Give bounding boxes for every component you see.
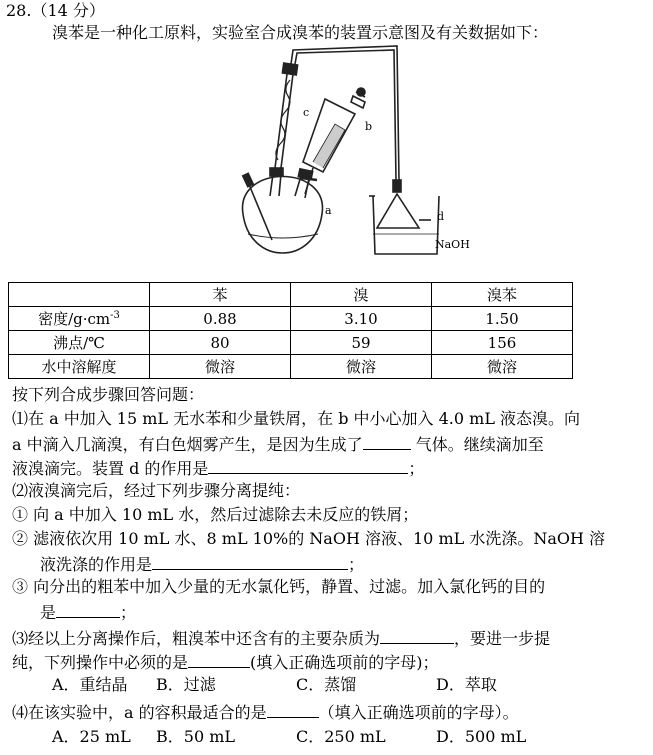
q2-step2: ② 滤液依次用 10 mL 水、8 mL 10%的 NaOH 溶液、10 mL 水洗涤。NaOH 溶 — [12, 529, 606, 548]
prompt-text: 按下列合成步骤回答问题： — [12, 385, 205, 404]
table-cell: 微溶 — [432, 355, 573, 379]
table-header-cell — [9, 283, 150, 307]
table-header-cell: 苯 — [150, 283, 291, 307]
table-cell: 1.50 — [432, 307, 573, 331]
question-header — [6, 0, 105, 22]
apparatus-diagram — [215, 44, 485, 266]
q2-intro: ⑵液溴滴完后，经过下列步骤分离提纯： — [12, 481, 301, 500]
label-naoh: NaOH — [435, 238, 470, 251]
table-header-cell: 溴 — [291, 283, 432, 307]
option-b[interactable]: B．50 mL — [156, 727, 236, 746]
table-header-row — [9, 283, 573, 307]
answer-blank[interactable] — [152, 552, 348, 570]
q1-line2: a 中滴入几滴溴，有白色烟雾产生，是因为生成了 气体。继续滴加至 — [12, 432, 544, 456]
table-cell: 微溶 — [291, 355, 432, 379]
table-cell: 80 — [150, 331, 291, 355]
table-cell: 微溶 — [150, 355, 291, 379]
option-d[interactable]: D．500 mL — [436, 727, 527, 746]
q4-options — [52, 726, 526, 748]
option-c[interactable]: C．蒸馏 — [296, 675, 357, 694]
q3-options — [52, 674, 497, 696]
option-c[interactable]: C．250 mL — [296, 727, 386, 746]
q3-line2: 纯，下列操作中必须的是 (填入正确选项前的字母)； — [12, 650, 439, 674]
table-row — [9, 307, 573, 331]
label-b: b — [365, 120, 373, 133]
table-row — [9, 331, 573, 355]
table-cell: 3.10 — [291, 307, 432, 331]
answer-blank[interactable] — [380, 626, 454, 644]
answer-blank[interactable] — [56, 600, 120, 618]
option-d[interactable]: D．萃取 — [436, 675, 497, 694]
q2-step3: ③ 向分出的粗苯中加入少量的无水氯化钙，静置、过滤。加入氯化钙的目的 — [12, 577, 546, 596]
q1-line3: 液溴滴完。装置 d 的作用是 ； — [12, 456, 424, 480]
answer-blank[interactable] — [208, 456, 408, 474]
question-score: （14 分） — [31, 1, 105, 20]
table-cell: 0.88 — [150, 307, 291, 331]
table-row — [9, 355, 573, 379]
option-a[interactable]: A．重结晶 — [52, 675, 128, 694]
q2-step1: ① 向 a 中加入 10 mL 水，然后过滤除去未反应的铁屑； — [12, 505, 419, 524]
q1-line1: ⑴在 a 中加入 15 mL 无水苯和少量铁屑，在 b 中小心加入 4.0 mL 液态溴。向 — [12, 409, 581, 428]
intro-text: 溴苯是一种化工原料，实验室合成溴苯的装置示意图及有关数据如下： — [52, 23, 549, 42]
q2-step3-cont: 是 ； — [40, 600, 136, 624]
q2-step2-cont: 液洗涤的作用是 ； — [40, 552, 364, 576]
q4-line1: ⑷在该实验中，a 的容积最适合的是 （填入正确选项前的字母）。 — [12, 700, 519, 724]
option-b[interactable]: B．过滤 — [156, 675, 216, 694]
answer-blank[interactable] — [363, 432, 411, 450]
table-header-cell: 溴苯 — [432, 283, 573, 307]
label-d: d — [437, 210, 445, 223]
answer-blank[interactable] — [188, 650, 250, 668]
option-a[interactable]: A．25 mL — [52, 727, 131, 746]
question-number: 28. — [6, 1, 32, 20]
table-cell: 59 — [291, 331, 432, 355]
table-cell: 156 — [432, 331, 573, 355]
flask-a — [243, 177, 323, 254]
row-label: 水中溶解度 — [9, 355, 150, 379]
properties-table — [8, 282, 573, 379]
row-label: 沸点/℃ — [9, 331, 150, 355]
q3-line1: ⑶经以上分离操作后，粗溴苯中还含有的主要杂质为 ，要进一步提 — [12, 626, 550, 650]
row-label: 密度$/g\cdot cm^{-3}$ — [9, 307, 150, 331]
label-a: a — [325, 204, 332, 217]
answer-blank[interactable] — [267, 700, 319, 718]
label-c: c — [303, 106, 310, 119]
